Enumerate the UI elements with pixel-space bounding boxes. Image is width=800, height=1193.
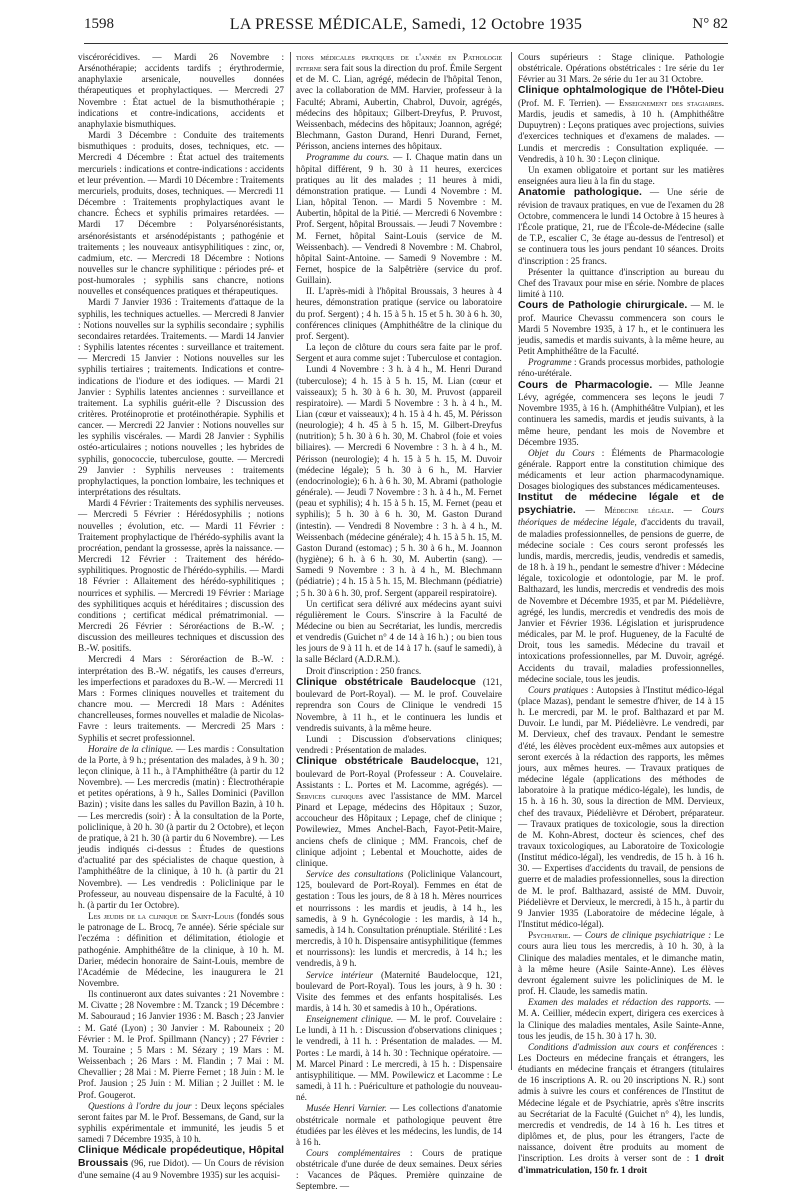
paragraph-lead: Services cliniques — [296, 791, 363, 801]
section-heading: Cours de Pharmacologie. — [518, 379, 653, 391]
paragraph-text: (Policlinique Valancourt, 125, boulevard de Port-Royal). Femmes en état de gestation : Tous les jours, de 8 à 18 h. Mères nourrices et nourrissons : les mardis et jeudis, à 14 h., les samedis, à 9 h. Gynécologie : les mardis, à 14 h., samedis, à 14 h. Consultation prénuptiale. Stérilité : Les mercredis, à 10 h. Dispensaire antisyphilitique (femmes et nourrissons): les lundis et mercredis, à 14 h.; les vendredis, à 9 h. — [296, 869, 502, 969]
paragraph-text: — — [575, 504, 605, 515]
paragraph-text: (Prof. M. F. Terrien). — — [518, 97, 619, 108]
paragraph: Lundi 4 Novembre : 3 h. à 4 h., M. Henri Durand (tuberculose); 4 h. 15 à 5 h. 15, M. Lian (cœur et vaisseaux); 5 h. 30 à 6 h. 30, M. Pruvost (appareil respiratoire). — Mardi 5 Novembre : 3 h. à 4 h., M. Lian (cœur et vaisseaux); 4 h. 15 à 4 h. 45, M. Périsson (neurologie); 4 h. 45 à 5 h. 15, M. Gilbert-Dreyfus (nutrition); 5 h. 30 à 6 h. 30, M. Chabrol (foie et voies biliaires). — Mercredi 6 Novembre : 3 h. à 4 h., M. Périsson (neurologie); 4 h. 15 à 5 h. 15, M. Duvoir (médecine légale); 5 h. 30 à 6 h., M. Harvier (endocrinologie); 6 h. à 6 h. 30, M. Abrami (pathologie générale). — Jeudi 7 Novembre : 3 h. à 4 h., M. Fernet (peau et syphilis); 4 h. 15 à 5 h. 15, M. Fernet (peau et syphilis); 5 h. 30 à 6 h. 30, M. Gaston Durand (intestin). — Vendredi 8 Novembre : 3 h. à 4 h., M. Weissenbach (médecine générale); 4 h. 15 à 5 h. 15, M. Gaston Durand (estomac) ; 5 h. 30 à 6 h., M. Joannon (hygiène); 6 h. à 6 h. 30, M. Aubertin (sang). — Samedi 9 Novembre : 3 h. à 4 h., M. Blechmann (pédiatrie) ; 4 h. 15 à 5 h. 15, M. Blechmann (pédiatrie) ; 5 h. 30 à 6 h. 30, prof. Sergent (appareil respiratoire). — [296, 364, 502, 598]
paragraph-text: sera fait sous la direction du prof. Émile Sergent et de M. C. Lian, agrégé, médecin de l'hôpital Tenon, avec la collaboration de MM. Harvier, professeur à la Faculté; Abrami, Aubertin, Chabrol, Duvoir, agrégés, médecins des hôpitaux; Gilbert-Dreyfus, P. Pruvost, Weissenbach, médecins des hôpitaux; Joannon, agrégé; Blechmann, Gaston Durand, Henri Durand, Fernet, Périsson, anciens internes des hôpitaux. — [296, 63, 502, 152]
paragraph-lead: Les jeudis de la clinique de Saint-Louis — [88, 911, 234, 922]
paragraph-lead: Cours complémentaires — [306, 1148, 401, 1158]
paragraph: Un examen obligatoire et portant sur les matières enseignées aura lieu à la fin du stage. — [518, 164, 724, 187]
section-heading: Anatomie pathologique. — [518, 187, 642, 199]
paragraph — [78, 911, 284, 989]
header-rule — [84, 43, 728, 44]
paragraph: Droit d'inscription : 250 francs. — [306, 665, 422, 676]
paragraph — [518, 357, 724, 379]
paragraph-text: Le cours aura lieu tous les mercredis, à 10 h. 30, à la Clinique des maladies mentales, et le dimanche matin, à la même heure (Asile Sainte-Anne). Les élèves devront également suivre les policliniques de M. le prof. H. Claude, les samedis matin. — [518, 930, 724, 997]
paragraph — [518, 685, 724, 930]
paragraph-text: — I. Chaque matin dans un hôpital différent, 9 h. 30 à 11 heures, exercices pratiques au lit des malades ; 11 heures à midi, démonstration pratique. — Lundi 4 Novembre : M. Lian, hôpital Tenon. — Mardi 5 Novembre : M. Aubertin, hôpital de la Pitié. — Mercredi 6 Novembre : Prof. Sergent, hôpital Broussais. — Jeudi 7 Novembre : M. Fernet, hôpital Saint-Louis (service de M. Weissenbach). — Vendredi 8 Novembre : M. Chabrol, hôpital Saint-Antoine. — Samedi 9 Novembre : M. Fernet, hospice de la Salpêtrière (service du prof. Guillain). — [296, 152, 503, 286]
paragraph-text: : Cours de pratique obstétricale d'une durée de deux semaines. Deux séries : Vacances de Pâques. Première quinzaine de Septembre. — — [296, 1148, 503, 1192]
paragraph: Lundi : Discussion d'observations cliniques; vendredi : Présentation de malades. — [296, 733, 502, 756]
section — [296, 677, 502, 734]
page-header — [84, 14, 728, 38]
column-divider — [290, 52, 291, 1070]
paragraph-text: (121, boulevard de Port-Royal). — M. le prof. Couvelaire reprendra son Cours de Clinique le vendredi 15 Novembre, à 11 h., et le continuera les lundis et vendredis suivants, à la même heure. — [296, 676, 503, 733]
paragraph-lead: Service intérieur — [306, 969, 374, 980]
paragraph-lead: Programme — [528, 357, 572, 368]
masthead-title: LA PRESSE MÉDICALE, Samedi, 12 Octobre 1935 — [229, 16, 583, 33]
section — [518, 492, 724, 684]
section-heading: Clinique Médicale propédeutique, Hôpital Broussais — [78, 1145, 284, 1169]
paragraph: Mardi 7 Janvier 1936 : Traitements d'attaque de la syphilis, les techniques actuelles. — Mercredi 8 Janvier : Notions nouvelles sur la syphilis secondaire ; syphilis secondaires retardées. Traitements. — Mardi 14 Janvier : Syphilis latentes récentes : surveillance et traitement. — Mercredi 15 Janvier : Notions nouvelles sur les syphilis tertiaires ; traitements. Indications et contre-indications de l'iodure et des iodiques. — Mardi 21 Janvier : Syphilis latentes anciennes : surveillance et traitement. La syphilis guérit-elle ? Discussion des critères. Protéinoprotie et protéinothérapie. Syphilis et cancer. — Mercredi 22 Janvier : Notions nouvelles sur les syphilis viscérales. — Mardi 28 Janvier : Syphilis ostéo-articulaires ; notions nouvelles ; les hybrides de syphilis, gonococcie, tuberculose, goutte. — Mercredi 29 Janvier : Syphilis nerveuses : traitements prophylactiques, la ponction lombaire, les techniques et interprétations des résultats. — [78, 297, 284, 498]
paragraph-lead: tions médicales pratiques de l'année en Pathologie interne — [296, 52, 502, 74]
section-heading: Institut de médecine légale et de psychiatrie. — [518, 492, 724, 516]
paragraph: Cours supérieurs : Stage clinique. Pathologie obstétricale. Opérations obstétricales : 1re série du 1er Février au 31 Mars. 2e série du 1er au 31 Octobre. — [518, 52, 724, 85]
paragraph-text: (96, rue Didot). — Un Cours de révision d'une semaine (4 au 9 Novembre 1935) sur les acquisi- — [78, 1157, 284, 1181]
paragraph — [518, 997, 724, 1042]
paragraph-text: Mardis, jeudis et samedis, à 10 h. (Amphithéâtre Dupuytren) : Leçons pratiques avec projections, suivies d'exercices techniques et d'examens de malades. — Lundis et mercredis : Consultation expliquée. — Vendredis, à 10 h. 30 : Leçon clinique. — [518, 109, 724, 164]
paragraph-text: d'accidents du travail, de maladies professionnelles, de pensions de guerre, de médecine sociale : Ces cours seront professés les lundis, mardis, mercredis, jeudis, vendredis et samedis, de 18 h. à 19 h., pendant le semestre d'hiver : Médecine légale, toxicologie et odontologie, par M. le prof. Balthazard, les lundis, mercredis et vendredis des mois de Novembre et Décembre 1935, et par M. Piédelièvre, agrégé, les lundis, mercredis et vendredis des mois de Janvier et Février 1936. Législation et jurisprudence médicales, par M. le prof. Hugueney, de la Faculté de Droit, tous les samedis. Médecine du travail et intoxications professionnelles, par M. Duvoir, agrégé. Accidents du travail, maladies professionnelles, médecine sociale, tous les jeudis. — [518, 517, 724, 684]
paragraph-text: 121, boulevard de Port-Royal (Professeur : A. Couvelaire. Assistants : L. Portes et M. Lacomme, agrégés). — — [296, 756, 503, 790]
section — [518, 85, 724, 164]
paragraph-text: (Maternité Baudelocque, 121, boulevard de Port-Royal). Tous les jours, à 9 h. 30 : Visite des femmes et des enfants hospitalisés. Les mardis, à 14 h. 30 et samedis à 10 h., Opérations. — [296, 969, 503, 1013]
paragraph-text: : Les Docteurs en médecine français et étrangers, les étudiants en médecine français et étrangers (titulaires de 16 inscriptions A. R. ou 20 inscriptions N. R.) sont admis à suivre les cours et conférences de l'Institut de Médecine légale et de Psychiatrie, après s'être inscrits au Secrétariat de la Faculté (Guichet n° 4), les lundis, mercredis et vendredis, de 14 à 16 h. Les titres et diplômes et, de plus, pour les étrangers, l'acte de naissance, doivent être produits au moment de l'inscription. Les droits à verser sont de : — [518, 1041, 724, 1164]
paragraph-text: avec l'assistance de MM. Marcel Pinard et Lepage, médecins des Hôpitaux ; Suzor, accoucheur des Hôpitaux ; Lepage, chef de clinique ; Powilewiez, Mmes Anchel-Bach, Fayot-Petit-Maire, anciens chefs de clinique ; MM. Francois, chef de clinique adjoint ; Lebental et Mouchotte, aides de clinique. — [296, 791, 503, 868]
paragraph-text: — M. le prof. Maurice Chevassu commencera son cours le Mardi 5 Novembre 1935, à 17 h., et le continuera les jeudis, samedis et mardis suivants, à la même heure, au Petit Amphithéâtre de la Faculté. — [518, 300, 724, 357]
paragraph-lead: Service des consultations — [306, 869, 404, 880]
paragraph-lead: Horaire de la clinique. — [88, 743, 174, 754]
paragraph — [518, 1042, 724, 1176]
page-number: 1598 — [84, 16, 114, 32]
column-left — [78, 52, 284, 1181]
section — [518, 380, 724, 448]
paragraph — [296, 152, 502, 286]
section-heading: Clinique ophtalmologique de l'Hôtel-Dieu — [518, 85, 724, 97]
paragraph-lead: Questions à l'ordre du jour — [88, 1100, 192, 1111]
paragraph — [296, 869, 502, 969]
paragraph — [78, 744, 284, 911]
column-divider — [511, 52, 512, 1070]
paragraph-lead: Musée Henri Varnier. — [306, 1103, 387, 1114]
paragraph-lead: Médecine légale. — [604, 504, 674, 515]
section — [296, 756, 502, 869]
paragraph — [78, 1101, 284, 1146]
paragraph-text: — Une série de révision de travaux pratiques, en vue de l'examen du 28 Octobre, commencera le lundi 14 Octobre à 15 heures à l'École pratique, 21, rue de l'École-de-Médecine (salle de T.P., escalier C, 3e étage au-dessus de l'entresol) et se continuera tous les jours pendant 10 séances. Droits d'inscription : 25 francs. — [518, 187, 724, 266]
paragraph: Présenter la quittance d'inscription au bureau du Chef des Travaux pour mise en série. Nombre de places limité à 110. — [518, 266, 724, 299]
paragraph: La leçon de clôture du cours sera faite par le prof. Sergent et aura comme sujet : Tuberculose et contagion. — [296, 342, 502, 364]
paragraph-lead: Psychiatrie. — [528, 930, 571, 941]
paragraph: Ils continueront aux dates suivantes : 21 Novembre : M. Civatte ; 28 Novembre : M. Tzanck ; 19 Décembre : M. Sabouraud ; 16 Janvier 1936 : M. Basch ; 23 Janvier : M. Gaté (Lyon) ; 30 Janvier : M. Rabouneix ; 20 Février : M. le Prof. Spillmann (Nancy) ; 27 Février : M. Touraine ; 5 Mars : M. Sézary ; 19 Mars : M. Weissenbach ; 26 Mars : M. Flandin ; 7 Mai : M. Chevallier ; 28 Mai : M. Pierre Fernet ; 18 Juin : M. le Prof. Jausion ; 25 Juin : M. Milian ; 2 Juillet : M. le Prof. Gougerot. — [78, 989, 284, 1100]
paragraph — [296, 52, 502, 152]
paragraph — [296, 1148, 502, 1193]
column-right — [518, 52, 725, 1175]
paragraph-lead: Cours pratiques — [528, 684, 589, 695]
paragraph: viscérorécidives. — Mardi 26 Novembre : Arsénothérapie; accidents tardifs ; érythrodermie, anaphylaxie arsenicale, nouvelles données thérapeutiques et prophylactiques. — Mercredi 27 Novembre : État actuel de la bismuthothérapie ; indications et contre-indications, accidents et anaphylaxie bismuthiques. — [78, 52, 284, 129]
paragraph-lead: — Cours théoriques de médecine légale, — [518, 504, 724, 528]
section — [78, 1145, 284, 1181]
paragraph-text: (fondés sous le patronage de L. Brocq, 7e année). Série spéciale sur l'eczéma : définition et délimitation, étiologie et pathogénie. Amphithéâtre de la clinique, à 10 h. M. Darier, médecin honoraire de Saint-Louis, membre de l'Académie de Médecine, les inaugurera le 21 Novembre. — [78, 911, 284, 988]
paragraph-lead: — Cours de clinique psychiatrique : — [570, 930, 712, 941]
paragraph — [296, 970, 502, 1015]
section — [518, 187, 724, 266]
section-heading: Clinique obstétricale Baudelocque — [296, 676, 476, 688]
paragraph: Mardi 4 Février : Traitements des syphilis nerveuses. — Mercredi 5 Février : Hérédosyphilis ; notions nouvelles ; évolution, etc. — Mardi 11 Février : Traitement prophylactique de l'hérédo-syphilis avant la procréation, pendant la grossesse, après la naissance. — Mercredi 12 Février : Traitement des hérédo-syphilitiques. Prognostic de l'hérédo-syphilis. — Mardi 18 Février : Allaitement des hérédo-syphilitiques ; nourrices et syphilis. — Mercredi 19 Février : Mariage des syphilitiques acquis et héréditaires ; discussion des conditions ; certificat médical prématrimonial. — Mercredi 26 Février : Séroréactions de B.-W. ; discussion des meilleures techniques et discussion des B.-W. positifs. — [78, 498, 284, 654]
paragraph: Mercredi 4 Mars : Séroréaction de B.-W. : interprétation des B.-W. négatifs, les causes d'erreurs, les imperfections et paradoxes du B.-W. — Mercredi 11 Mars : Formes cliniques nouvelles et traitement du chancre mou. — Mercredi 18 Mars : Adénites chancrelleuses, formes nouvelles et maladie de Nicolas-Favre : leurs traitements. — Mercredi 25 Mars : Syphilis et secret professionnel. — [78, 654, 284, 743]
paragraph — [296, 1103, 502, 1148]
paragraph-text: — Mlle Jeanne Lévy, agrégée, commencera ses leçons le jeudi 7 Novembre 1935, à 16 h. (Amphithéâtre Vulpian), et les continuera les samedis, mardis et jeudis suivants, à la même heure, pendant les mois de Novembre et Décembre 1935. — [518, 379, 724, 447]
issue-number: N° 82 — [692, 16, 728, 32]
paragraph-text: — Les mardis : Consultation de la Porte, à 9 h.; présentation des malades, à 9 h. 30 ; leçon clinique, à 11 h., à l'Amphithéâtre (à partir du 12 Novembre). — Les mercredis (matin) : Électrothérapie et petites opérations, à 9 h., Salles Dominici (Pavillon Bazin) ; visite dans les salles du Pavillon Bazin, à 10 h. — Les mercredis (soir) : À la consultation de la Porte, policlinique, à 20 h. 30 (à partir du 2 Octobre), et leçon de pratique, à 21 h. 30 (à partir du 6 Novembre). — Les jeudis indiqués ci-dessus : Études de questions d'actualité par des spécialistes de chaque question, à l'amphithéâtre de la clinique, à 10 h. (à partir du 21 Novembre). — Les vendredis : Policlinique par le Professeur, au nouveau dispensaire de la Faculté, à 10 h. (à partir du 1er Octobre). — [78, 743, 284, 910]
column-middle — [296, 52, 503, 1192]
paragraph-text: — M. A. Ceillier, médecin expert, dirigera ces exercices à la Clinique des maladies mentales, Asile Sainte-Anne, tous les jeudis, de 15 h. 30 à 17 h. 30. — [518, 997, 725, 1041]
section-heading: Cours de Pathologie chirurgicale. — [518, 300, 688, 312]
paragraph-text: — Les collections d'anatomie obstétricale normale et pathologique peuvent être étudiées par les élèves et les médecins, les lundis, de 14 à 16 h. — [296, 1103, 502, 1147]
paragraph-emphasis: 1 droit d'immatriculation, 150 fr. 1 droit — [518, 1153, 724, 1175]
paragraph-text: : Deux leçons spéciales seront faites par M. le Prof. Bessemans, de Gand, sur la syphilis expérimentale et immunité, les jeudis 5 et samedi 7 Décembre 1935, à 10 h. — [78, 1100, 284, 1145]
paragraph: Mardi 3 Décembre : Conduite des traitements bismuthiques : produits, doses, techniques, etc. — Mercredi 4 Décembre : État actuel des traitements mercuriels : indications et contre-indications : accidents et leur prévention. — Mardi 10 Décembre : Traitements mercuriels, produits, doses, techniques. — Mercredi 11 Décembre : Traitements prophylactiques avant le chancre. Échecs et syphilis primaires retardées. — Mardi 17 Décembre : Polyarsénorésistants, arsénorésistants et arsénodépistants ; pathogénie et traitements ; les nouveaux antisyphilitiques : zinc, or, cadmium, etc. — Mercredi 18 Décembre : Notions nouvelles sur le chancre syphilitique : périodes pré- et post-humorales ; syphilis sans chancre, notions nouvelles et conséquences pratiques et thérapeutiques. — [78, 130, 284, 297]
paragraph-lead: Conditions d'admission aux cours et conférences — [528, 1041, 718, 1052]
paragraph-lead: Enseignement clinique. — [306, 1014, 394, 1025]
paragraph — [518, 930, 724, 997]
paragraph — [518, 448, 724, 493]
paragraph: II. L'après-midi à l'hôpital Broussais, 3 heures à 4 heures, démonstration pratique (service ou laboratoire du prof. Sergent) ; 4 h. 15 à 5 h. 15 et 5 h. 30 à 6 h. 30, conférences cliniques (Amphithéâtre de la clinique du prof. Sergent). — [296, 286, 502, 341]
section-heading: Clinique obstétricale Baudelocque, — [296, 756, 479, 768]
paragraph: Un certificat sera délivré aux médecins ayant suivi régulièrement le Cours. S'inscrire à la Faculté de Médecine ou bien au Secrétariat, les lundis, mercredis et vendredis (Guichet n° 4 de 14 à 16 h.) ; ou bien tous les jours de 9 à 11 h. et de 14 à 17 h. (sauf le samedi), à la salle Béclard (A.D.R.M.). — [296, 598, 502, 665]
section — [518, 300, 724, 357]
paragraph-text: : Éléments de Pharmacologie générale. Rapport entre la constitution chimique des médicaments et leur action pharmacodynamique. Dosages biologiques des substances médicamenteuses. — [518, 447, 724, 492]
paragraph-text: : Grands processus morbides, pathologie réno-urétérale. — [518, 357, 724, 379]
paragraph — [296, 1014, 502, 1103]
paragraph-text: : Autopsies à l'Institut médico-légal (place Mazas), pendant le semestre d'hiver, de 14 à 15 h. Le mercredi, par M. le prof. Balthazard et par M. Duvoir. Le lundi, par M. Piédelièvre. Le vendredi, par M. Dervieux, chef des travaux. Pendant le semestre d'été, les élèves procèdent eux-mêmes aux autopsies et seront exercés à la rédaction des rapports, les mêmes jours, aux mêmes heures. — Travaux pratiques de médecine légale (applications des méthodes de laboratoire à la pratique médico-légale), les lundis, de 15 h. à 16 h. 30, sous la direction de MM. Dervieux, chef des travaux, Piédelièvre et Dérobert, préparateur. — Travaux pratiques de toxicologie, sous la direction de M. Kohn-Abrest, docteur ès sciences, chef des travaux toxicologiques, au Laboratoire de Toxicologie (Institut médico-légal), les vendredis, de 15 h. à 16 h. 30. — Expertises d'accidents du travail, de pensions de guerre et de maladies professionnelles, sous la direction de M. le prof. Balthazard, assisté de MM. Duvoir, Piédelièvre et Dervieux, le mercredi, à 15 h., à partir du 9 Janvier 1935 (Laboratoire de médecine légale, à l'Institut médico-légal). — [518, 684, 724, 930]
paragraph-lead: Examen des malades et rédaction des rapports. — [528, 997, 712, 1008]
paragraph-lead: Programme du cours. — [306, 152, 390, 163]
paragraph-text: — M. le prof. Couvelaire : Le lundi, à 11 h. : Discussion d'observations cliniques ; le vendredi, à 11 h. : Présentation de malades. — M. Portes : Le mardi, à 14 h. 30 : Technique opératoire. — M. Marcel Pinard : Le mercredi, à 15 h. : Dispensaire antisyphilitique. — MM. Powilewicz et Lacomme : Le samedi, à 11 h. : Puériculture et pathologie du nouveau-né. — [296, 1014, 502, 1103]
paragraph-lead: Objet du Cours — [528, 447, 595, 458]
paragraph-lead: Enseignement des stagiaires. — [618, 97, 724, 108]
